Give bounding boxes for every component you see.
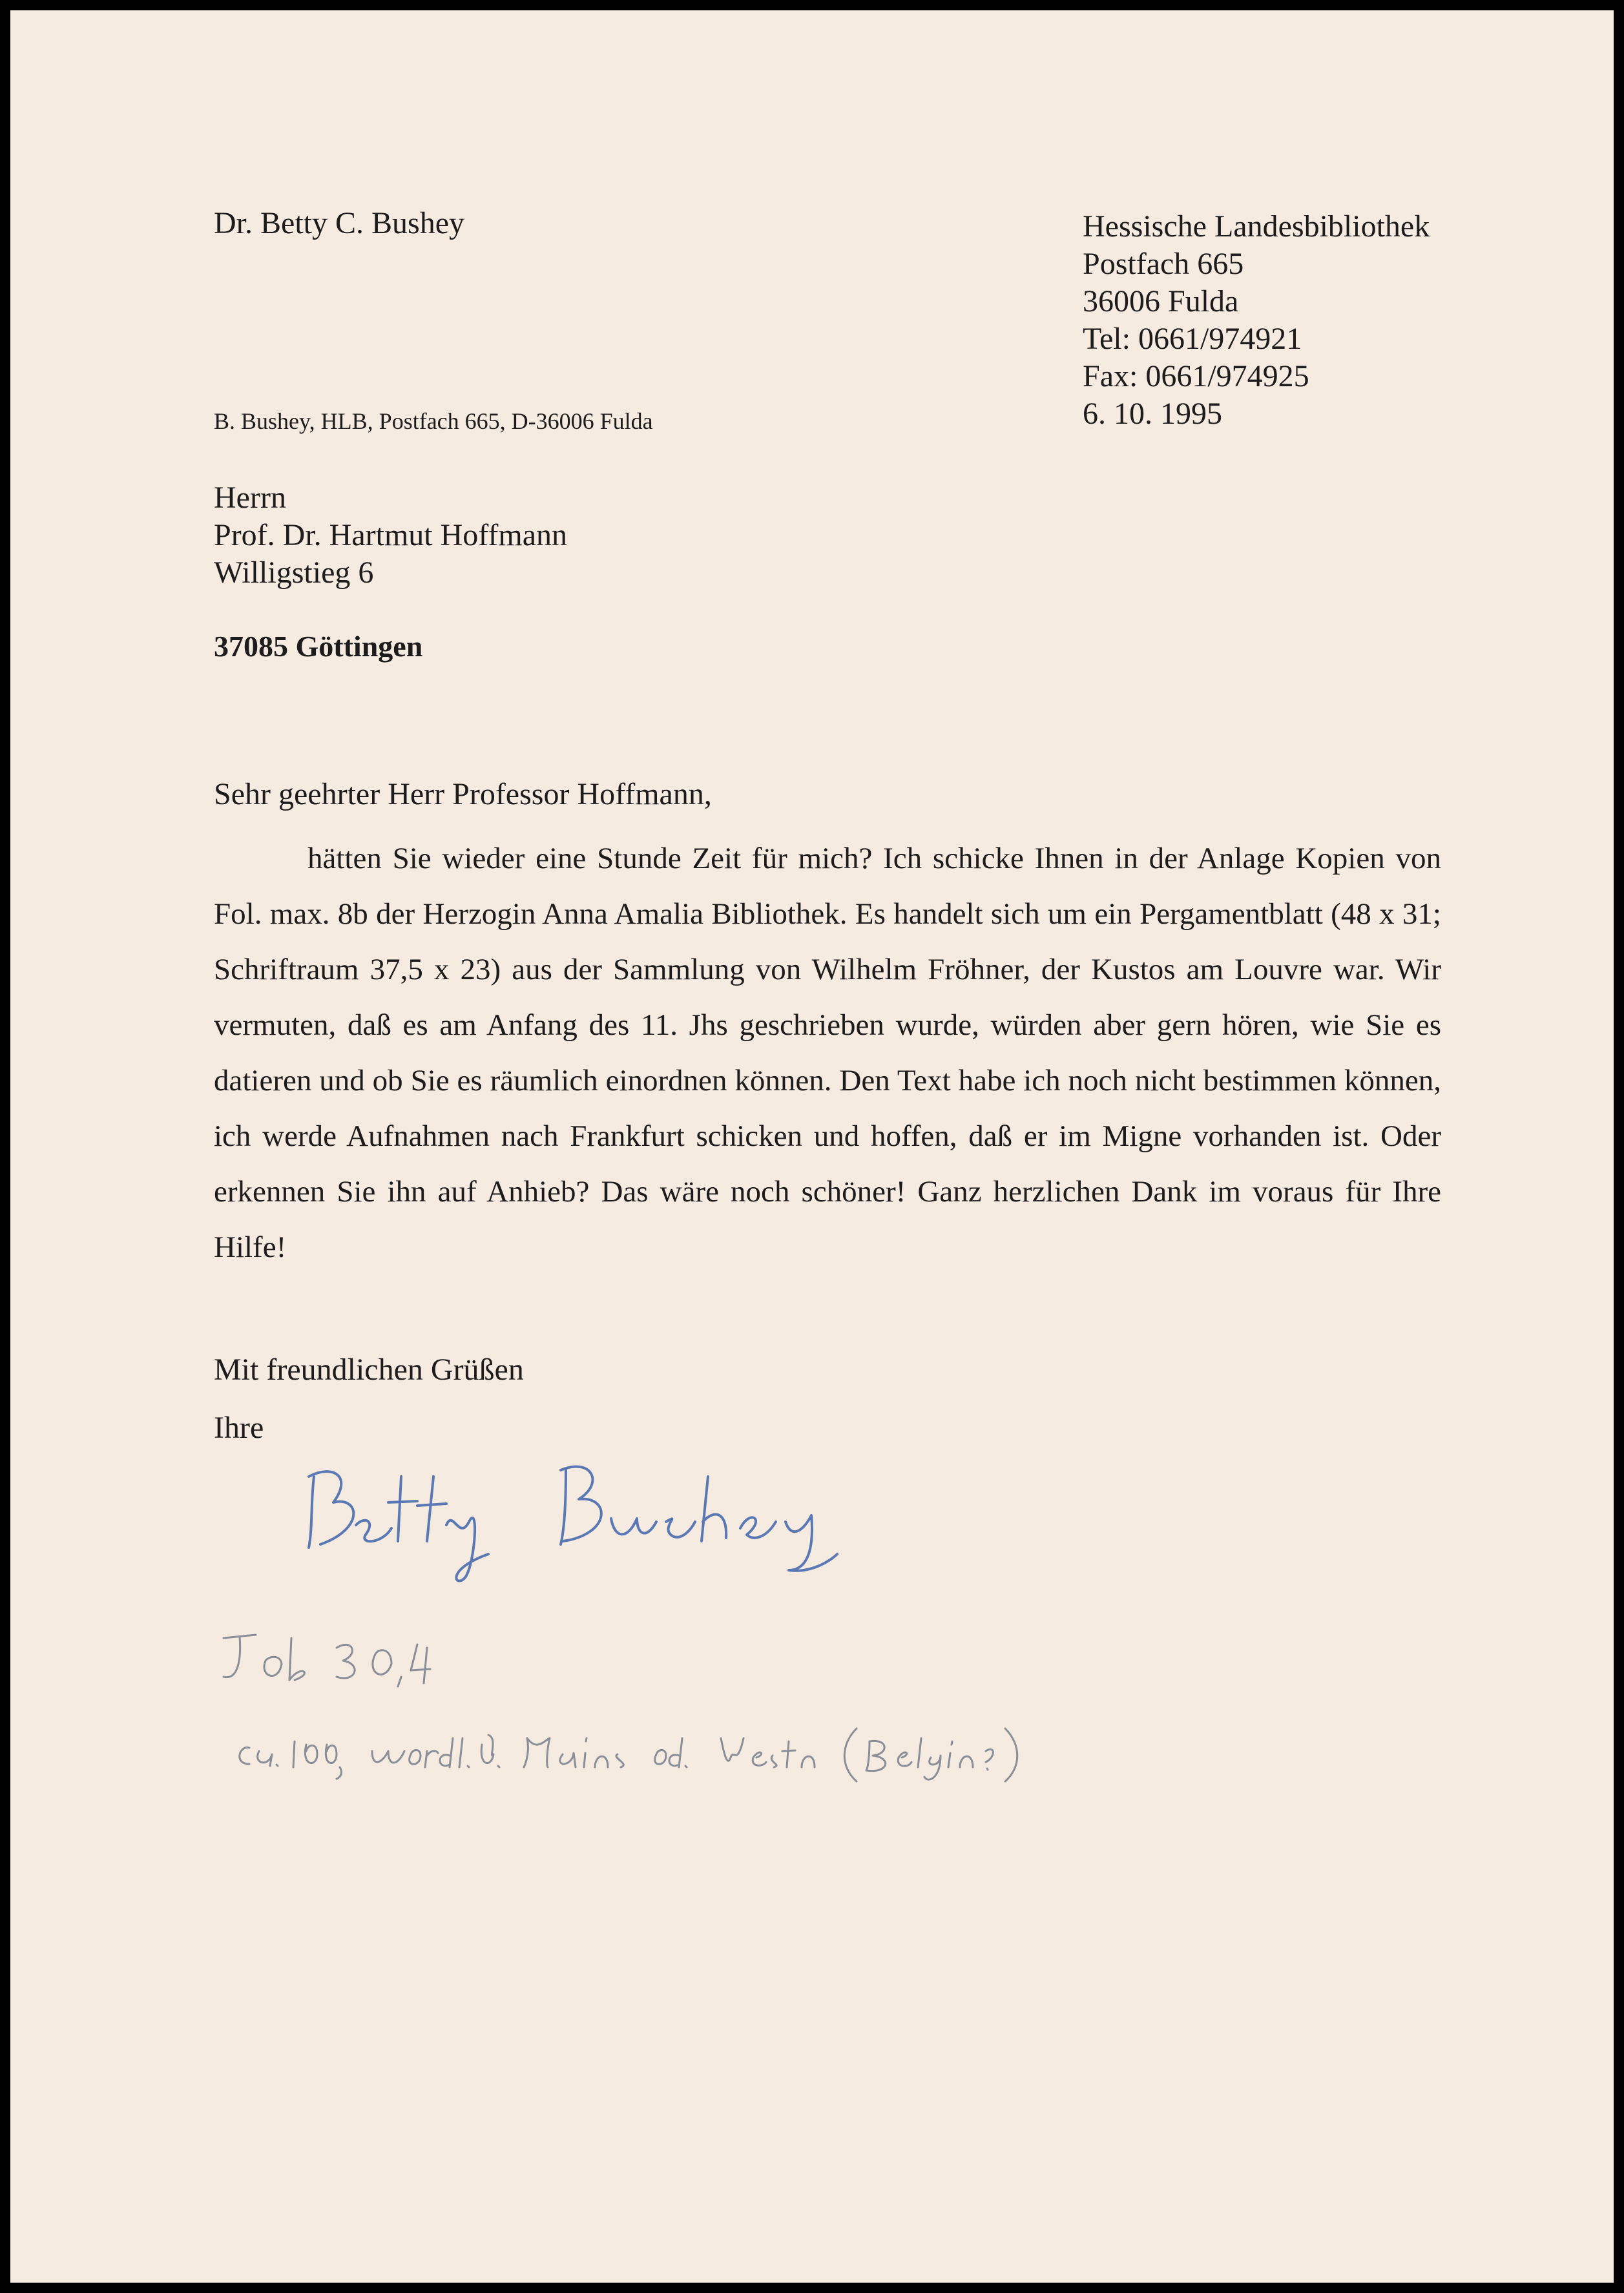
letter-date: 6. 10. 1995 — [1083, 397, 1222, 431]
institution-fax: Fax: 0661/974925 — [1083, 359, 1309, 393]
institution-postbox: Postfach 665 — [1083, 247, 1244, 281]
sender-name: Dr. Betty C. Bushey — [214, 206, 465, 240]
institution-city: 36006 Fulda — [1083, 284, 1239, 318]
handwritten-annotation — [204, 1612, 1238, 1806]
salutation: Sehr geehrter Herr Professor Hoffmann, — [214, 777, 712, 811]
closing-word: Ihre — [214, 1411, 264, 1445]
letter-page — [10, 10, 1614, 2283]
institution-phone: Tel: 0661/974921 — [1083, 322, 1302, 356]
recipient-street: Willigstieg 6 — [214, 555, 374, 590]
recipient-name: Prof. Dr. Hartmut Hoffmann — [214, 518, 568, 552]
institution-address — [1083, 208, 1430, 433]
institution-name: Hessische Landesbibliothek — [1083, 209, 1430, 244]
recipient-address — [214, 479, 567, 592]
return-address: B. Bushey, HLB, Postfach 665, D-36006 Fulda — [214, 408, 653, 434]
closing-phrase: Mit freundlichen Grüßen — [214, 1353, 524, 1387]
handwritten-signature — [295, 1431, 876, 1586]
letter-body: hätten Sie wieder eine Stunde Zeit für mich? Ich schicke Ihnen in der Anlage Kopien von Fol. max. 8b der Herzogin Anna Amalia Bibliothek. Es handelt sich um ein Pergamentblatt (48 x 31; Schriftraum 37,5 x 23) aus der Sammlung von Wilhelm Fröhner, der Kustos am Louvre war. Wir vermuten, daß es am Anfang des 11. Jhs geschrieben wurde, würden aber gern hören, wie Sie es datieren und ob Sie es räumlich einordnen können. Den Text habe ich noch nicht bestimmen können, ich werde Aufnahmen nach Frankfurt schicken und hoffen, daß er im Migne vorhanden ist. Oder erkennen Sie ihn auf Anhieb? Das wäre noch schöner! Ganz herzlichen Dank im voraus für Ihre Hilfe! — [214, 842, 1441, 1264]
recipient-city: 37085 Göttingen — [214, 630, 423, 663]
recipient-title: Herrn — [214, 481, 286, 515]
